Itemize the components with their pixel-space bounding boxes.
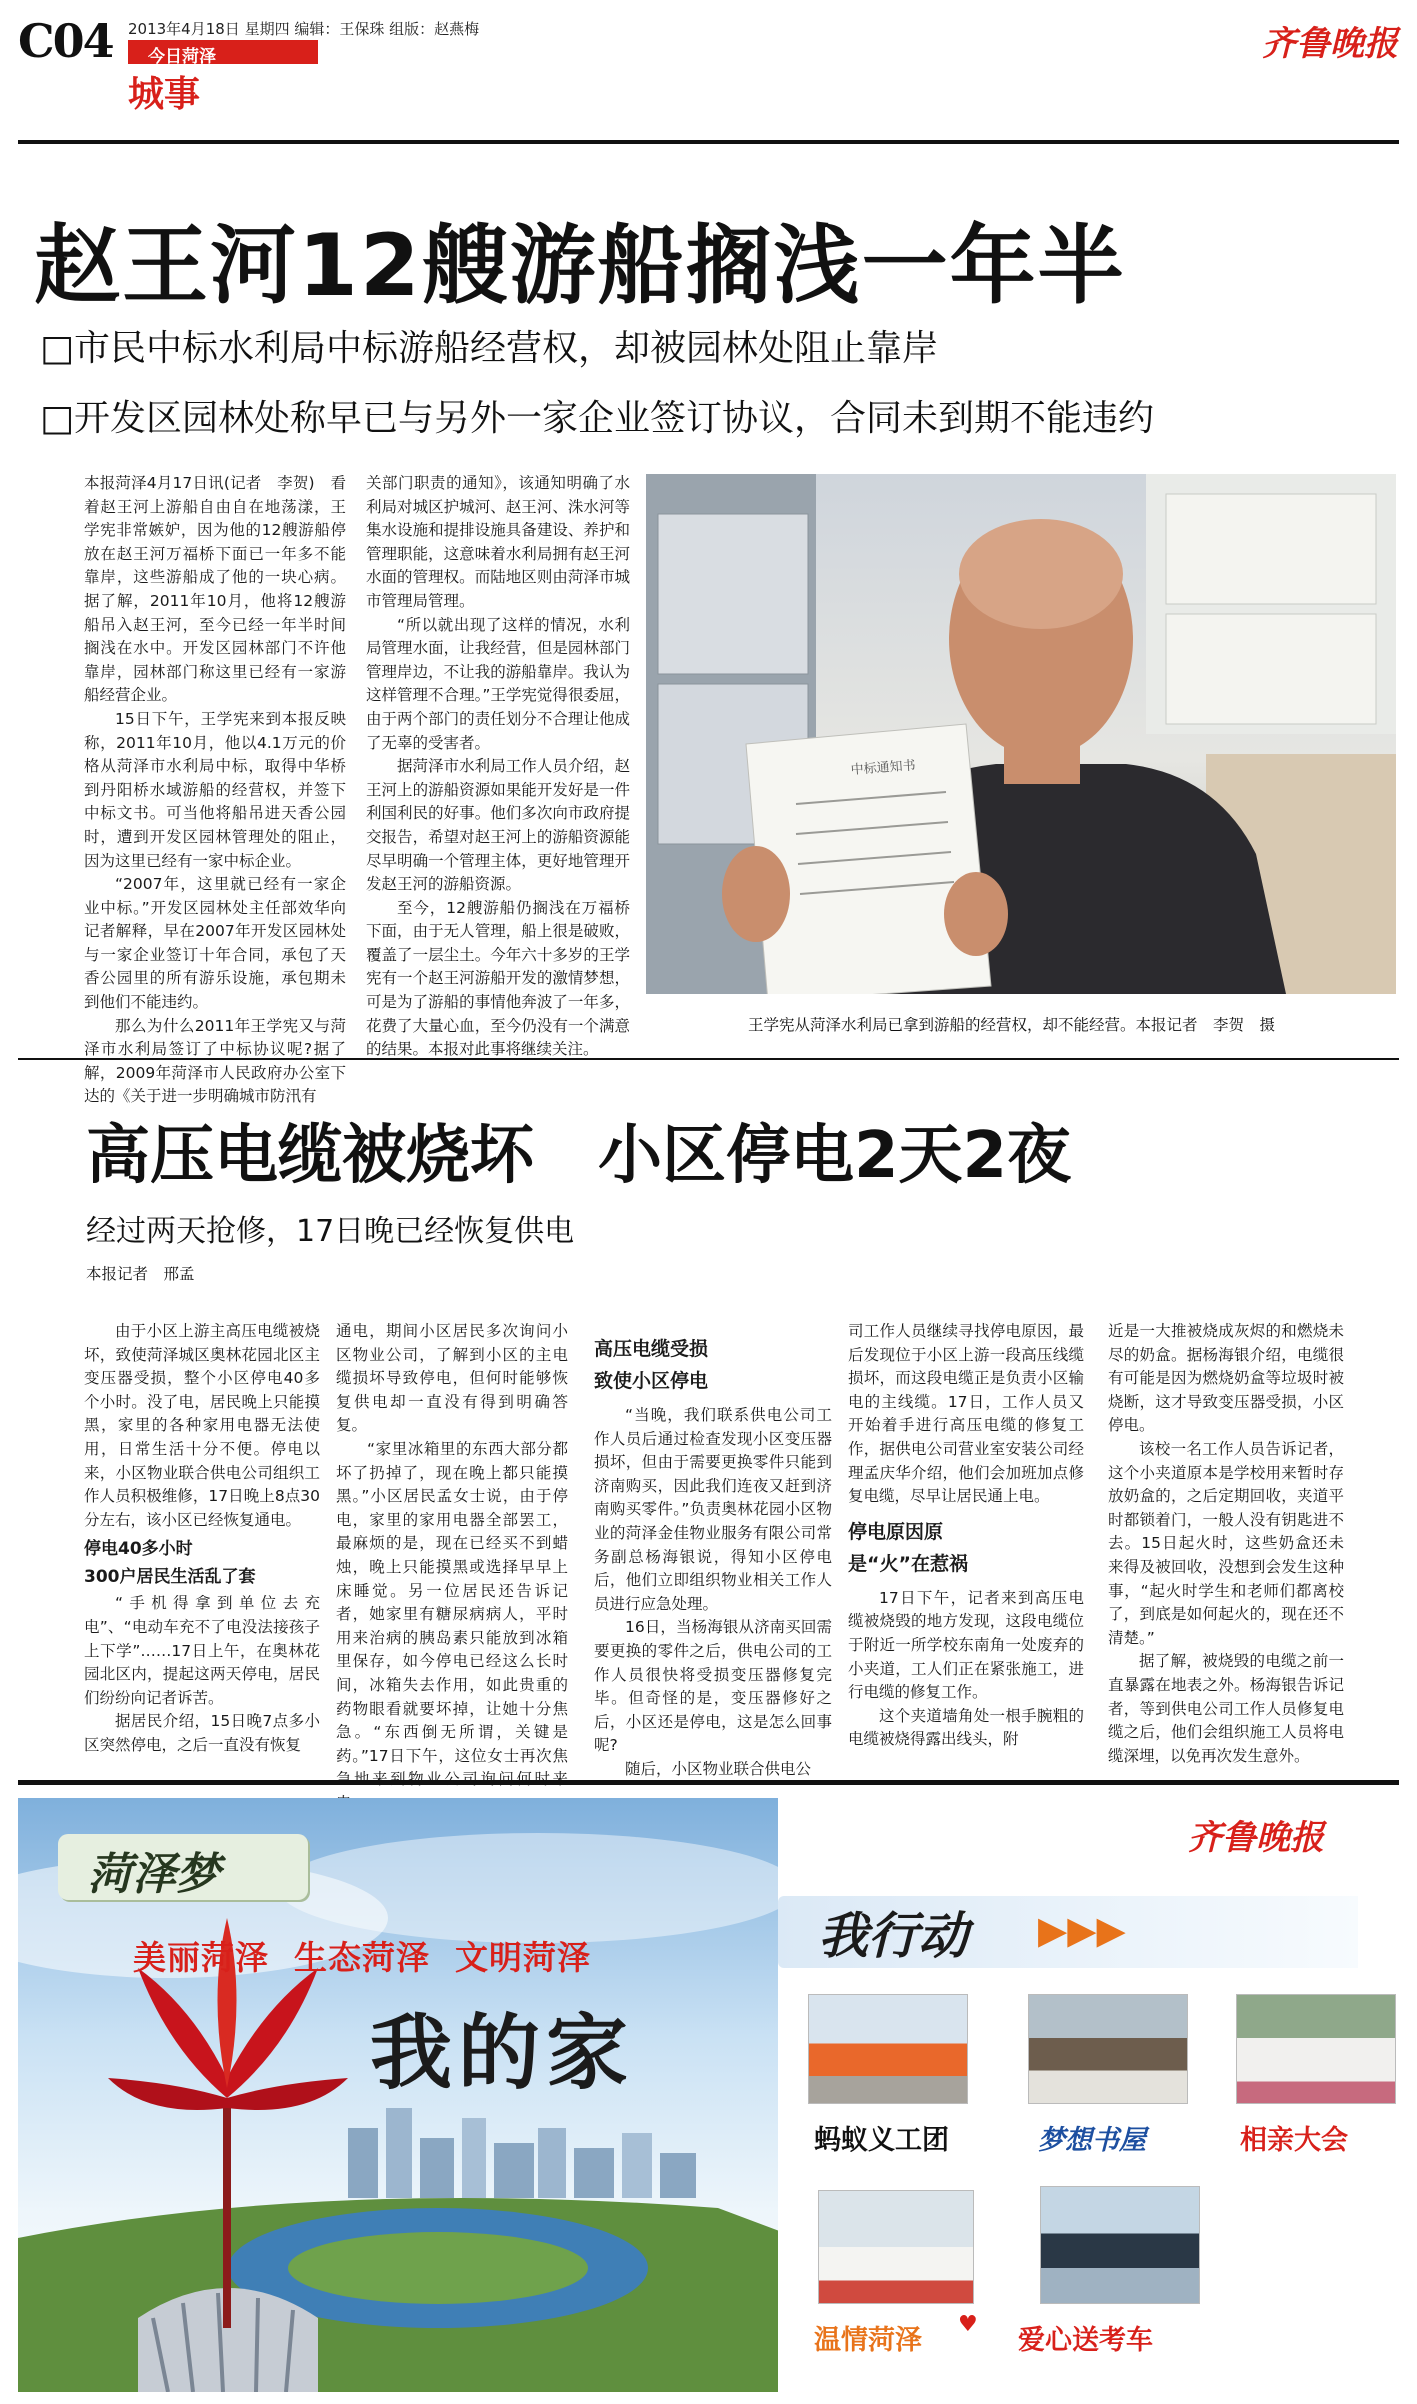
ad-panel bbox=[18, 1798, 1399, 2392]
paragraph: “2007年，这里就已经有一家企业中标。”开发区园林处主任部效华向记者解释，早在2007年开发区园林处与一家企业签订十年合同，承包了天香公园里的所有游乐设施，承包期未到他们不能违约。 bbox=[84, 875, 346, 1012]
article2-column-1 bbox=[84, 1320, 320, 1758]
paragraph: 关部门职责的通知》，该通知明确了水利局对城区护城河、赵王河、洙水河等集水设施和提排设施具备建设、养护和管理职能，这意味着水利局拥有赵王河水面的管理权。而陆地区则由菏泽市城市管理局管理。 bbox=[366, 474, 630, 610]
subhead: 是“火”在惹祸 bbox=[848, 1552, 968, 1575]
paragraph: 那么为什么2011年王学宪又与菏泽市水利局签订了中标协议呢?据了解，2009年菏泽市人民政府办公室下达的《关于进一步明确城市防汛有 bbox=[84, 1016, 346, 1106]
subhead: 停电40多小时 bbox=[84, 1539, 193, 1560]
ad-home: 我的家 bbox=[370, 2005, 635, 2101]
paragraph: 司工作人员继续寻找停电原因，最后发现位于小区上游一段高压线缆损坏，而这段电缆正是负责小区输电的主线缆。17日，工作人员又开始着手进行高压电缆的修复工作，据供电公司营业室安装公司经理孟庆华介绍，他们会加班加点修复电缆，尽早让居民通上电。 bbox=[848, 1322, 1084, 1506]
paragraph: 15日下午，王学宪来到本报反映称，2011年10月，他以4.1万元的价格从菏泽市水利局中标，取得中华桥到丹阳桥水域游船的经营权，并签下中标文书。可当他将船吊进天香公园时，遭到开发区园林管理处的阻止，因为这里已经有一家中标企业。 bbox=[84, 709, 346, 870]
subhead: 高压电缆受损 bbox=[594, 1338, 709, 1360]
ad-tile-label-2: 梦想书屋 bbox=[1038, 2125, 1146, 2156]
paragraph: 17日下午，记者来到高压电缆被烧毁的地方发现，这段电缆位于附近一所学校东南角一处废弃的小夹道，工人们正在紧张施工，进行电缆的修复工作。 bbox=[848, 1588, 1084, 1702]
ad-tile-photo-4 bbox=[818, 2190, 974, 2304]
paragraph: 据居民介绍，15日晚7点多小区突然停电，之后一直没有恢复 bbox=[84, 1712, 320, 1754]
paragraph: 据菏泽市水利局工作人员介绍，赵王河上的游船资源如果能开发好是一件利国利民的好事。他们多次向市政府提交报告，希望对赵王河上的游船资源能尽早明确一个管理主体，更好地管理开发赵王河的游船资源。 bbox=[366, 757, 630, 894]
paragraph: 由于小区上游主高压电缆被烧坏，致使菏泽城区奥林花园北区主变压器受损，整个小区停电40多个小时。没了电，居民晚上只能摸黑，家里的各种家用电器无法使用，日常生活十分不便。停电以来，小区物业联合供电公司组织工作人员积极维修，17日晚上8点30分左右，该小区已经恢复通电。 bbox=[84, 1322, 320, 1529]
subhead: 300户居民生活乱了套 bbox=[84, 1567, 256, 1588]
section-name: 城事 bbox=[128, 73, 201, 115]
paragraph: 通电，期间小区居民多次询问小区物业公司，了解到小区的主电缆损坏导致停电，但何时能够恢复供电却一直没有得到明确答复。 bbox=[336, 1322, 568, 1435]
paragraph: 据了解，被烧毁的电缆之前一直暴露在地表之外。杨海银告诉记者，等到供电公司工作人员修复电缆之后，他们会组织施工人员将电缆深埋，以免再次发生意外。 bbox=[1108, 1652, 1344, 1765]
ad-tile-photo-3 bbox=[1236, 1994, 1396, 2104]
article2-column-3 bbox=[594, 1330, 832, 1782]
paragraph: 随后，小区物业联合供电公 bbox=[625, 1759, 812, 1778]
ad-action-arrows: ▶▶▶ bbox=[1038, 1908, 1126, 1952]
ad-tile-label-4: 温情菏泽 bbox=[814, 2325, 922, 2356]
paragraph: “手机得拿到单位去充电”、“电动车充不了电没法接孩子上下学”……17日上午，在奥林花园北区内，提起这两天停电，居民们纷纷向记者诉苦。 bbox=[84, 1594, 320, 1707]
paragraph: 近是一大推被烧成灰烬的和燃烧未尽的奶盒。据杨海银介绍，电缆很有可能是因为燃烧奶盒等垃圾时被烧断，这才导致变压器受损，小区停电。 bbox=[1108, 1322, 1344, 1435]
paragraph: “所以就出现了这样的情况，水利局管理水面，让我经营，但是园林部门管理岸边，不让我的游船靠岸。我认为这样管理不合理。”王学宪觉得很委屈，由于两个部门的责任划分不合理让他成了无辜的受害者。 bbox=[366, 615, 630, 752]
ad-tile-photo-1 bbox=[808, 1994, 968, 2104]
article2-column-5 bbox=[1108, 1320, 1344, 1768]
ad-tile-label-3: 相亲大会 bbox=[1240, 2125, 1348, 2156]
page-number: C04 bbox=[18, 14, 113, 68]
ad-tile-photo-5 bbox=[1040, 2186, 1200, 2304]
section-tab-label: 今日菏泽 bbox=[148, 47, 216, 67]
subhead: 停电原因原 bbox=[848, 1520, 944, 1543]
article2-column-2 bbox=[336, 1320, 568, 1815]
article2-deck: 经过两天抢修，17日晚已经恢复供电 bbox=[86, 1214, 575, 1249]
paragraph: 至今，12艘游船仍搁浅在万福桥下面，由于无人管理，船上很是破败，覆盖了一层尘土。今年六十多岁的王学宪有一个赵王河游船开发的激情梦想，可是为了游船的事情他奔波了一年多，花费了大量心血，至今仍没有一个满意的结果。本报对此事将继续关注。 bbox=[366, 898, 630, 1059]
ad-divider bbox=[18, 1780, 1399, 1785]
ad-slogan: 美丽菏泽 生态菏泽 文明菏泽 bbox=[133, 1938, 591, 1977]
article1-photo bbox=[646, 474, 1396, 994]
article1-deck-1: □市民中标水利局中标游船经营权，却被园林处阻止靠岸 bbox=[40, 328, 939, 369]
paragraph: “家里冰箱里的东西大部分都坏了扔掉了，现在晚上都只能摸黑。”小区居民孟女士说，由于停电，家里的家用电器全部罢工，最麻烦的是，现在已经买不到蜡烛，晚上只能摸黑或选择早早上床睡觉。另一位居民还告诉记者，她家里有糖尿病病人，平时用来治病的胰岛素只能放到冰箱里保存，如今停电已经这么长时间，冰箱失去作用，如此贵重的药物眼看就要坏掉，让她十分焦急。“东西倒无所谓，关键是药。”17日下午，这位女士再次焦 bbox=[336, 1439, 568, 1765]
article1-deck-2: □开发区园林处称早已与另外一家企业签订协议，合同未到期不能违约 bbox=[40, 398, 1155, 439]
ad-action: 我行动 bbox=[818, 1906, 968, 1965]
header-rule bbox=[18, 140, 1399, 144]
document-title: 中标通知书 bbox=[850, 758, 917, 778]
paragraph: 这个夹道墙角处一根手腕粗的电缆被烧得露出线头，附 bbox=[848, 1706, 1084, 1749]
paragraph: 本报菏泽4月17日讯(记者 李贺) 看着赵王河上游船自由自在地荡漾，王学宪非常嫉妒，因为他的12艘游船停放在赵王河万福桥下面已一年多不能靠岸，这些游船成了他的一块心病。据了解，2011年10月，他将12艘游船吊入赵王河，至今已经一年半时间搁浅在水中。开发区园林部门不许他靠岸，园林部门称这里已经有一家游船经营企业。 bbox=[84, 474, 346, 705]
ad-tile-label-5: 爱心送考车 bbox=[1018, 2325, 1153, 2356]
ad-title: 菏泽梦 bbox=[88, 1849, 220, 1900]
article1-column-1 bbox=[84, 472, 346, 1109]
article2-column-4 bbox=[848, 1320, 1084, 1752]
subhead: 致使小区停电 bbox=[594, 1370, 709, 1392]
article1-photo-caption: 王学宪从菏泽水利局已拿到游船的经营权，却不能经营。本报记者 李贺 摄 bbox=[748, 1016, 1276, 1034]
ad-tile-photo-2 bbox=[1028, 1994, 1188, 2104]
ad-brand-logo: 齐鲁晚报 bbox=[1188, 1818, 1324, 1858]
paragraph: 16日，当杨海银从济南买回需要更换的零件之后，供电公司的工作人员很快将受损变压器修复完毕。但奇怪的是，变压器修好之后，小区还是停电，这是怎么回事呢? bbox=[594, 1618, 832, 1755]
article1-headline: 赵王河12艘游船搁浅一年半 bbox=[34, 216, 1126, 316]
article2-headline: 高压电缆被烧坏 小区停电2天2夜 bbox=[86, 1119, 1072, 1193]
brand-logo: 齐鲁晚报 bbox=[1262, 24, 1398, 64]
article1-column-2 bbox=[366, 472, 630, 1062]
paragraph: 该校一名工作人员告诉记者，这个小夹道原本是学校用来暂时存放奶盒的，之后定期回收，夹道平时都锁着门，一般人没有钥匙进不去。15日起火时，这些奶盒还未来得及被回收，没想到会发生这种事，“起火时学生和老师们都离校了，到底是如何起火的，现在还不清楚。” bbox=[1108, 1439, 1344, 1647]
photo-illustration bbox=[646, 474, 1396, 994]
date-line: 2013年4月18日 星期四 编辑：王保珠 组版：赵燕梅 bbox=[128, 20, 480, 38]
heart-icon: ♥ bbox=[958, 2312, 978, 2337]
ad-tile-label-1: 蚂蚁义工团 bbox=[814, 2125, 949, 2156]
article2-byline: 本报记者 邢孟 bbox=[86, 1265, 195, 1283]
article-divider bbox=[18, 1058, 1399, 1060]
paragraph: “当晚，我们联系供电公司工作人员后通过检查发现小区变压器损坏，但由于需要更换零件只能到济南购买，因此我们连夜又赶到济南购买零件。”负责奥林花园小区物业的菏泽金佳物业服务有限公司常务副总杨海银说，得知小区停电后，他们立即组织物业相关工作人员进行应急处理。 bbox=[594, 1406, 832, 1613]
